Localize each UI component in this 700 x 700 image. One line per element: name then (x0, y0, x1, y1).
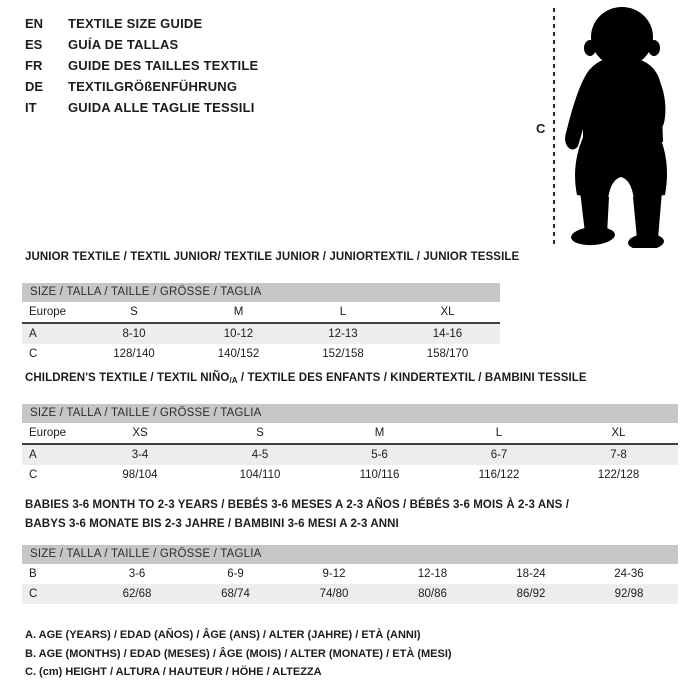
language-code: EN (25, 16, 44, 31)
size-value-cell: S (82, 302, 186, 323)
toddler-right-leg (633, 191, 662, 239)
babies-section-title (25, 496, 569, 533)
size-value-cell: 6-7 (490, 449, 508, 461)
size-value-cell: 5-6 (371, 449, 388, 461)
language-title: TEXTILE SIZE GUIDE (68, 16, 203, 31)
size-value-cell: 3-4 (131, 449, 149, 461)
table-row-height (22, 465, 678, 485)
babies-size-table (22, 564, 678, 604)
children-title-subscript: /A (229, 376, 238, 385)
babies-title-line2: BABYS 3-6 MONATE BIS 2-3 JAHRE / BAMBINI 3-6 MESI A 2-3 ANNI (25, 517, 399, 530)
size-value-cell: XL (559, 423, 678, 444)
size-value-cell: L (439, 423, 559, 444)
row-label-cell: B (29, 568, 37, 580)
table-row-europe (22, 423, 678, 444)
toddler-shorts (575, 135, 667, 199)
language-list (25, 13, 258, 118)
row-label-cell: A (29, 449, 37, 461)
size-value-cell: 62/68 (122, 588, 152, 600)
toddler-silhouette (556, 5, 686, 248)
language-row (25, 55, 258, 76)
table-row-height (22, 344, 500, 364)
language-code: ES (25, 37, 43, 52)
row-label-cell: C (29, 588, 38, 600)
junior-size-table (22, 302, 500, 364)
junior-section-title: JUNIOR TEXTILE / TEXTIL JUNIOR/ TEXTILE JUNIOR / JUNIORTEXTIL / JUNIOR TESSILE (25, 251, 520, 263)
footnote-c: C. (cm) HEIGHT / ALTURA / HAUTEUR / HÖHE / ALTEZZA (25, 666, 322, 678)
table-row-age (22, 444, 678, 465)
toddler-left-foot (570, 225, 615, 246)
size-value-cell: 80/86 (418, 588, 447, 600)
size-value-cell: 7-8 (610, 449, 627, 461)
row-label-cell: C (29, 469, 38, 481)
language-row (25, 97, 258, 118)
size-value-cell: 110/116 (359, 469, 400, 481)
toddler-right-foot (628, 233, 665, 248)
size-value-cell: 14-16 (432, 328, 463, 340)
size-value-cell: M (320, 423, 439, 444)
children-size-table (22, 423, 678, 485)
size-value-cell: 8-10 (122, 328, 146, 340)
children-section-title (25, 372, 587, 385)
language-row (25, 76, 258, 97)
footnote-a: A. AGE (YEARS) / EDAD (AÑOS) / ÂGE (ANS) / ALTER (JAHRE) / ETÀ (ANNI) (25, 629, 421, 641)
size-value-cell: 98/104 (122, 469, 158, 481)
size-value-cell: 12-18 (417, 568, 448, 580)
size-value-cell: 68/74 (221, 588, 250, 600)
size-value-cell: XL (395, 302, 500, 323)
language-code: IT (25, 100, 37, 115)
height-dashed-line (553, 8, 555, 248)
row-label-cell: C (29, 348, 38, 360)
size-value-cell: 152/158 (322, 348, 364, 360)
footnotes (25, 626, 452, 682)
language-title: GUIDE DES TAILLES TEXTILE (68, 58, 259, 73)
size-value-cell: 140/152 (217, 348, 260, 360)
language-code: DE (25, 79, 44, 94)
size-value-cell: 86/92 (516, 588, 546, 600)
size-value-cell: 10-12 (223, 328, 254, 340)
language-row (25, 13, 258, 34)
size-value-cell: 6-9 (227, 568, 244, 580)
table-row-months (22, 564, 678, 584)
table-row-age (22, 323, 500, 344)
table-row-europe (22, 302, 500, 323)
footnote-b: B. AGE (MONTHS) / EDAD (MESES) / ÂGE (MOIS) / ALTER (MONATE) / ETÀ (MESI) (25, 647, 452, 660)
size-value-cell: XS (80, 423, 200, 444)
size-value-cell: 9-12 (322, 568, 346, 580)
row-label-cell: A (29, 328, 37, 340)
size-value-cell: 12-13 (328, 328, 358, 340)
size-value-cell: 24-36 (614, 568, 644, 580)
language-row (25, 34, 258, 55)
row-label-cell: Europe (22, 423, 80, 444)
size-value-cell: 104/110 (239, 469, 281, 481)
size-value-cell: 74/80 (319, 588, 349, 600)
toddler-ear-right (648, 40, 660, 56)
language-title: TEXTILGRÖßENFÜHRUNG (68, 79, 238, 94)
toddler-head (591, 7, 653, 67)
junior-size-header-bar: SIZE / TALLA / TAILLE / GRÖSSE / TAGLIA (22, 283, 500, 302)
language-title: GUÍA DE TALLAS (68, 37, 179, 52)
babies-size-header-bar: SIZE / TALLA / TAILLE / GRÖSSE / TAGLIA (22, 545, 678, 564)
babies-title-line1: BABIES 3-6 MONTH TO 2-3 YEARS / BEBÉS 3-6 MESES A 2-3 AÑOS / BÉBÉS 3-6 MOIS À 2-3 ANS / (25, 499, 569, 511)
height-label-c: C (536, 121, 546, 136)
children-title-part2: / TEXTILE DES ENFANTS / KINDERTEXTIL / BAMBINI TESSILE (237, 372, 587, 384)
children-title-part1: CHILDREN'S TEXTILE / TEXTIL NIÑO (25, 372, 230, 384)
size-value-cell: 158/170 (426, 348, 469, 360)
size-value-cell: S (200, 423, 320, 444)
size-value-cell: 122/128 (597, 469, 640, 481)
language-code: FR (25, 58, 43, 73)
table-row-height (22, 584, 678, 604)
row-label-cell: Europe (22, 302, 82, 323)
size-value-cell: L (291, 302, 395, 323)
size-value-cell: 128/140 (113, 348, 155, 360)
size-value-cell: M (186, 302, 291, 323)
size-value-cell: 18-24 (516, 568, 546, 580)
toddler-ear-left (584, 40, 596, 56)
size-value-cell: 116/122 (478, 469, 520, 481)
size-value-cell: 92/98 (614, 588, 644, 600)
children-size-header-bar: SIZE / TALLA / TAILLE / GRÖSSE / TAGLIA (22, 404, 678, 423)
language-title: GUIDA ALLE TAGLIE TESSILI (68, 100, 255, 115)
size-value-cell: 3-6 (128, 568, 146, 580)
size-value-cell: 4-5 (251, 449, 269, 461)
